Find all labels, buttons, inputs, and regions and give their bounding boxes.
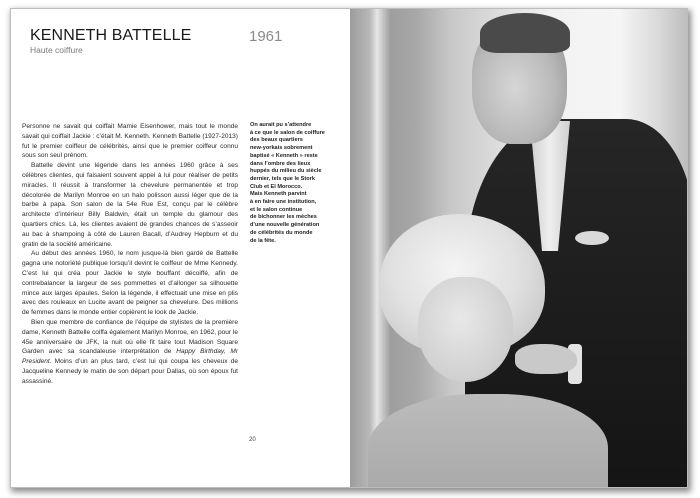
caption-line: huppés du milieu du siècle xyxy=(250,168,322,175)
caption-line: dans l’ombre des lieux xyxy=(250,160,311,167)
paragraph-3: Au début des années 1960, le nom jusque-là bien gardé de Battelle gagna une notoriété publique lorsqu’il devint le coiffeur de Mme Kennedy. C’est lui qui créa pour Jackie le style bouffant décoiffé, afin de contrebalancer la largeur de ses pommettes et d’allonger sa silhouette mince aux larges épaules. Selon la légende, il effectuait une mise en plis avec des rouleaux en Lucite avant de peigner sa chevelure. Des millions de femmes dans le monde entier copièrent le look de Jackie. xyxy=(22,250,238,317)
woman-sweater xyxy=(368,394,608,487)
caption-line: de bichonner les mèches xyxy=(250,214,317,221)
caption-line: de la fête. xyxy=(250,237,276,244)
caption-line: new-yorkais sobrement xyxy=(250,145,313,152)
man-hand xyxy=(515,344,577,374)
man-hair xyxy=(480,13,570,53)
left-page xyxy=(11,9,350,487)
pocket-square xyxy=(575,231,609,245)
paragraph-1: Personne ne savait qui coiffait Mamie Eisenhower, mais tout le monde savait qui coiffait Jackie : c’était M. Kenneth. Kenneth Battelle (1927-2013) fut le premier coiffeur de célébrités, ainsi que le premier coiffeur connu sous son seul prénom. xyxy=(22,123,238,160)
page-subtitle: Haute coiffure xyxy=(30,45,83,55)
body-text xyxy=(22,122,238,387)
paragraph-4-part-b: . Moins d’un an plus tard, c’est lui qui coupa les cheveux de Jacqueline Kennedy le matin de son départ pour Dallas, où son époux fut assassiné. xyxy=(22,358,238,385)
page-title: KENNETH BATTELLE xyxy=(30,27,192,44)
woman-face xyxy=(418,277,513,382)
caption-line: et le salon continue xyxy=(250,206,303,213)
paragraph-2: Battelle devint une légende dans les années 1960 grâce à ses célèbres clientes, qui faisaient souvent appel à lui pour réaliser de petits miracles. Il réussit à transformer la chevelure permanentée et trop décolorée de Marilyn Monroe en un halo polisson aussi léger que de la barbe à papa. Son salon de la 54e Rue Est, conçu par le célèbre architecte d’intérieur Billy Baldwin, était un temple du glamour des quartiers chics. Là, les clientes avaient de grandes chances de s’asseoir au bac à shampoing à côté de Lauren Bacall, d’Audrey Hepburn et du gratin de la société américaine. xyxy=(22,162,238,248)
year-label: 1961 xyxy=(249,28,283,45)
photo-caption xyxy=(250,122,340,245)
page-number: 20 xyxy=(249,437,256,443)
caption-line: Club et El Morocco. xyxy=(250,183,303,190)
caption-line: à en faire une institution, xyxy=(250,199,317,206)
caption-line: de célébrités du monde xyxy=(250,229,313,236)
caption-line: des beaux quartiers xyxy=(250,137,303,144)
photo xyxy=(350,9,687,487)
book-spread xyxy=(11,9,687,487)
caption-line: dernier, tels que le Stork xyxy=(250,175,315,182)
caption-line: Mais Kenneth parvint xyxy=(250,191,307,198)
caption-line: d’une nouvelle génération xyxy=(250,222,320,229)
paragraph-4 xyxy=(22,318,238,387)
caption-line: à ce que le salon de coiffure xyxy=(250,129,325,136)
caption-line: On aurait pu s’attendre xyxy=(250,122,312,128)
caption-line: baptisé « Kenneth » reste xyxy=(250,152,318,159)
song-title: Happy Birthday, Mr President xyxy=(22,348,238,366)
paragraph-4-part-a: Bien que membre de confiance de l’équipe de stylistes de la première dame, Kenneth Battelle coiffa également Marilyn Monroe, en 1962, pour le 45e anniversaire de JFK, la nuit où elle fit taire tout Madison Square Garden avec sa scandaleuse interprétation de xyxy=(22,318,238,356)
